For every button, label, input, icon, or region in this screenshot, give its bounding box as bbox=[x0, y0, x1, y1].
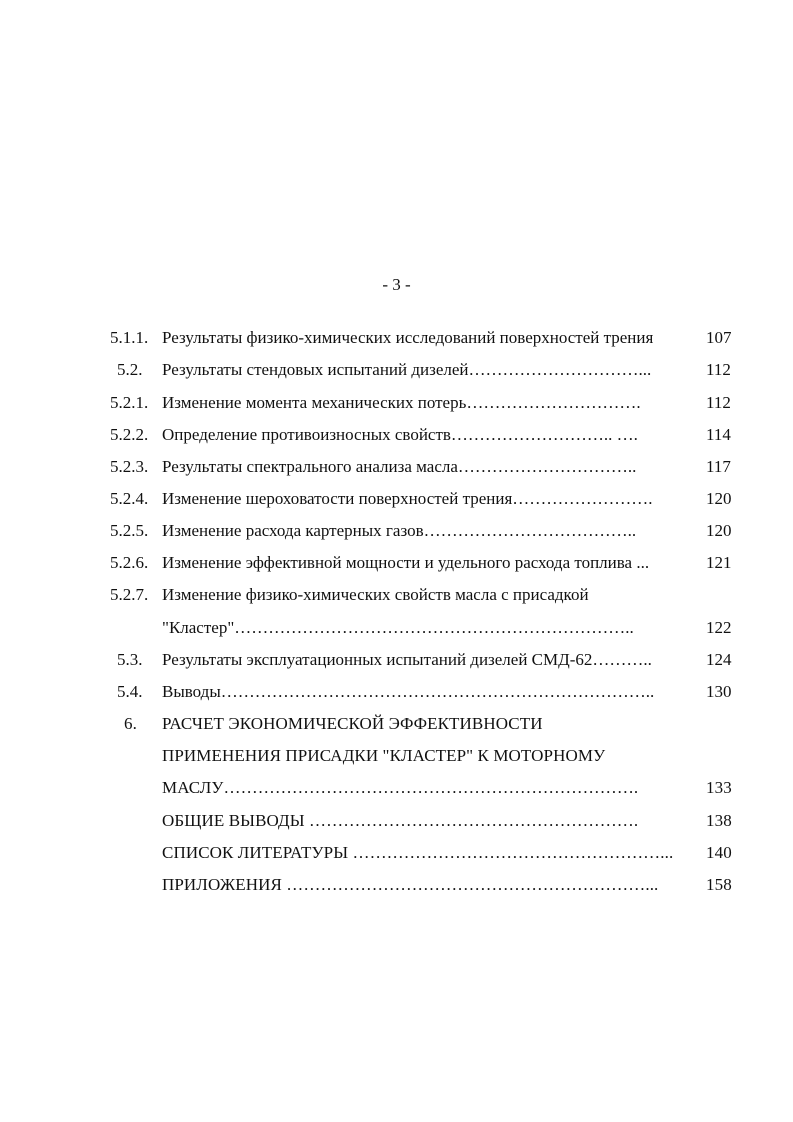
toc-entry-title: МАСЛУ………………………………………………………………. bbox=[162, 778, 639, 797]
toc-entry-number: 5.2. bbox=[117, 360, 143, 379]
toc-entry-title: Изменение расхода картерных газов……………………………….. bbox=[162, 521, 637, 540]
toc-entry-number: 5.1.1. bbox=[110, 328, 149, 347]
toc-entry-title: Изменение эффективной мощности и удельного расхода топлива ... bbox=[162, 553, 650, 572]
toc-entry-page: 138 bbox=[706, 811, 732, 830]
toc-entry-page: 124 bbox=[706, 650, 732, 669]
toc-entry-title: Выводы………………………………………………………………….. bbox=[162, 682, 655, 701]
toc-entry-title: ОБЩИЕ ВЫВОДЫ …………………………………………………. bbox=[162, 811, 639, 830]
toc-entry-number: 5.2.4. bbox=[110, 489, 149, 508]
toc-entry-page: 158 bbox=[706, 875, 732, 894]
toc-entry-title: РАСЧЕТ ЭКОНОМИЧЕСКОЙ ЭФФЕКТИВНОСТИ bbox=[162, 714, 543, 733]
toc-entry-page: 130 bbox=[706, 682, 732, 701]
toc-entry-title: Изменение шероховатости поверхностей трения……………………. bbox=[162, 489, 653, 508]
toc-entry-number: 5.4. bbox=[117, 682, 143, 701]
toc-entry-page: 112 bbox=[706, 360, 731, 379]
toc-entry-page: 133 bbox=[706, 778, 732, 797]
toc-entry-title: СПИСОК ЛИТЕРАТУРЫ ………………………………………………... bbox=[162, 843, 674, 862]
toc-entry-page: 117 bbox=[706, 457, 731, 476]
toc-entry-page: 140 bbox=[706, 843, 732, 862]
toc-entry-title: ПРИЛОЖЕНИЯ ………………………………………………………... bbox=[162, 875, 659, 894]
toc-entry-title: Определение противоизносных свойств……………………….. …. bbox=[162, 425, 638, 444]
toc-entry-title: "Кластер"…………………………………………………………….. bbox=[162, 618, 634, 637]
toc-entry-page: 107 bbox=[706, 328, 732, 347]
page-number: - 3 - bbox=[382, 275, 411, 294]
toc-entry-number: 5.3. bbox=[117, 650, 143, 669]
toc-entry-page: 121 bbox=[706, 553, 732, 572]
toc-entry-number: 5.2.3. bbox=[110, 457, 149, 476]
toc-entry-title: Результаты спектрального анализа масла………………………….. bbox=[162, 457, 637, 476]
toc-entry-page: 120 bbox=[706, 521, 732, 540]
toc-entry-number: 5.2.2. bbox=[110, 425, 149, 444]
toc-entry-page: 122 bbox=[706, 618, 732, 637]
toc-entry-title: Изменение момента механических потерь…………………………. bbox=[162, 393, 641, 412]
toc-entry-page: 114 bbox=[706, 425, 731, 444]
toc-entry-number: 5.2.6. bbox=[110, 553, 149, 572]
toc-entry-title: Результаты эксплуатационных испытаний дизелей СМД-62……….. bbox=[162, 650, 652, 669]
toc-entry-number: 5.2.5. bbox=[110, 521, 149, 540]
toc-entry-number: 5.2.1. bbox=[110, 393, 149, 412]
toc-entry-page: 120 bbox=[706, 489, 732, 508]
toc-entry-number: 5.2.7. bbox=[110, 585, 149, 604]
toc-entry-title: Результаты физико-химических исследований поверхностей трения bbox=[162, 328, 654, 347]
toc-entry-title: Изменение физико-химических свойств масла с присадкой bbox=[162, 585, 589, 604]
toc-entry-title: ПРИМЕНЕНИЯ ПРИСАДКИ "КЛАСТЕР" К МОТОРНОМУ bbox=[162, 746, 606, 765]
toc-entry-title: Результаты стендовых испытаний дизелей…………………………... bbox=[162, 360, 652, 379]
toc-entry-number: 6. bbox=[124, 714, 137, 733]
toc-entry-page: 112 bbox=[706, 393, 731, 412]
